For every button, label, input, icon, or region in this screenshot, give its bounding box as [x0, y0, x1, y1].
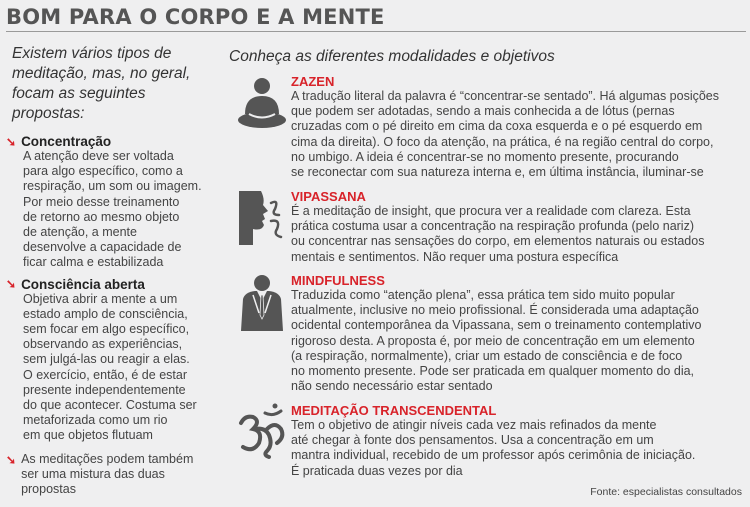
proposal-text: A atenção deve ser voltada para algo específico, como a respiração, um som ou imagem. Por meio desse treinamento de retorno ao mesmo objeto de atenção, a mente desenvolve a capacidade de ficar calma e estabilizada	[23, 149, 202, 270]
arrow-icon: ➘	[6, 277, 17, 292]
title-divider	[6, 31, 746, 32]
modality-text: Tem o objetivo de atingir níveis cada vez mais refinados da mente até chegar à fonte dos pensamentos. Usa a concentração em um mantra individual, recebido de um professor após cerimônia de iniciação. É praticada duas vezes por dia	[291, 418, 696, 478]
proposal-title: Concentração	[21, 134, 112, 149]
modality-text: É a meditação de insight, que procura ver a realidade com clareza. Esta prática costuma usar a concentração na respiração profunda (pelo nariz) ou concentrar nas sensações do corpo, em elementos naturais ou estados mentais e sentimentos. Não requer uma postura específica	[291, 204, 705, 264]
proposal-concentration	[6, 134, 211, 271]
businessman-icon	[235, 273, 289, 331]
arrow-icon: ➘	[6, 452, 17, 467]
meditating-person-icon	[235, 74, 289, 132]
left-column	[6, 40, 211, 497]
proposal-open-awareness	[6, 277, 211, 444]
source-note: Fonte: especialistas consultados	[590, 486, 742, 498]
modality-text: A tradução literal da palavra é “concentrar-se sentado”. Há algumas posições que podem ser adotadas, sendo a mais conhecida a de lótus (pernas cruzadas com o pé direito em cima da coxa esquerda e o pé esquerdo em cima da direita). O foco da atenção, na prática, é na região central do corpo, no umbigo. A ideia é concentrar-se no momento presente, procurando se reconectar com sua natureza interna e, em última instância, iluminar-se	[291, 89, 720, 180]
modality-title: MINDFULNESS	[291, 273, 385, 288]
proposal-text: Objetiva abrir a mente a um estado amplo de consciência, sem focar em algo específico, observando as experiências, sem julgá-las ou reagir a elas. O exercício, então, é de estar presente independentemente do que acontecer. Costuma ser metaforizada como um rio em que objetos flutuam	[23, 291, 197, 443]
right-intro: Conheça as diferentes modalidades e objetivos	[229, 48, 555, 65]
om-symbol-icon	[235, 403, 289, 461]
modality-title: MEDITAÇÃO TRANSCENDENTAL	[291, 403, 497, 418]
left-intro: Existem vários tipos de meditação, mas, no geral, focam as seguintes propostas:	[12, 45, 191, 122]
modality-title: VIPASSANA	[291, 189, 366, 204]
page-title: BOM PARA O CORPO E A MENTE	[6, 5, 385, 29]
proposal-mixture	[6, 452, 211, 498]
modality-title: ZAZEN	[291, 74, 335, 89]
modality-text: Traduzida como “atenção plena”, essa prática tem sido muito popular atualmente, inclusive no meio profissional. É considerada uma adaptação ocidental contemporânea da Vipassana, sem o treinamento contemplativo rigoroso desta. A proposta é, por meio de concentração em um elemento (a respiração, normalmente), criar um estado de consciência e de foco no momento presente. Pode ser praticada em qualquer momento do dia, não sendo necessário estar sentado	[291, 288, 702, 394]
proposal-title: Consciência aberta	[21, 276, 145, 292]
proposal-text: As meditações podem também ser uma mistura das duas propostas	[21, 451, 194, 497]
head-profile-icon	[235, 189, 289, 247]
arrow-icon: ➘	[6, 134, 17, 149]
